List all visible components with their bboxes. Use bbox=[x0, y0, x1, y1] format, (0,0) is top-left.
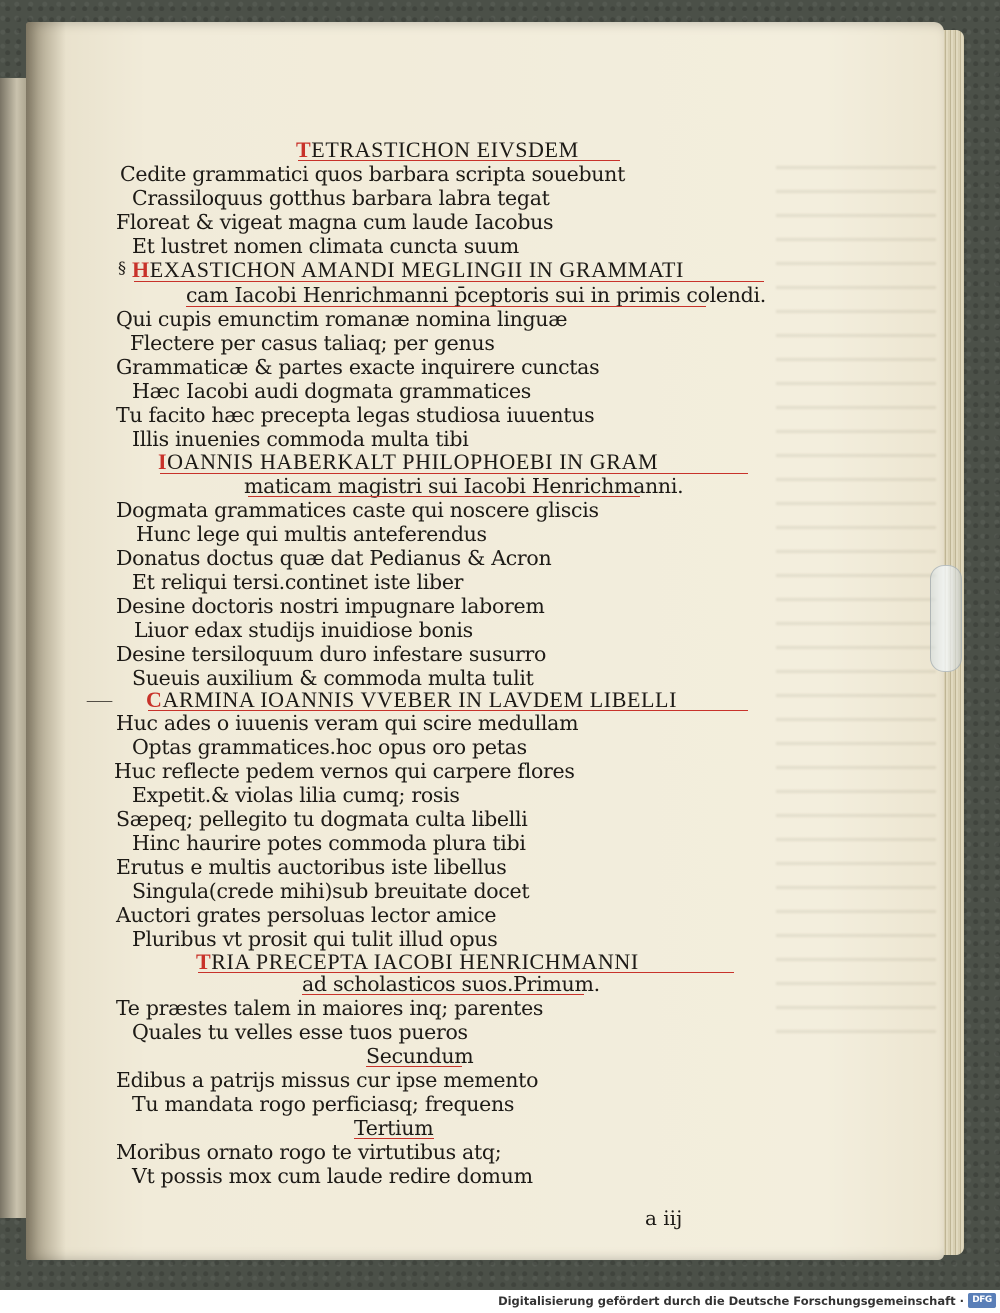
subheading-rule bbox=[302, 994, 584, 995]
subheading: ad scholasticos suos.Primum. bbox=[302, 972, 600, 996]
verse-line: Et reliqui tersi.continet iste liber bbox=[132, 570, 464, 594]
verse-line: Tu facito hæc precepta legas studiosa iuuentus bbox=[116, 403, 595, 427]
digitization-footer bbox=[0, 1290, 1000, 1313]
verse-line: Donatus doctus quæ dat Pedianus & Acron bbox=[116, 546, 552, 570]
verse-line: Singula(crede mihi)sub breuitate docet bbox=[132, 879, 530, 903]
subheading-rule bbox=[366, 1066, 462, 1067]
verse-line: Hunc lege qui multis anteferendus bbox=[136, 522, 487, 546]
heading-rule bbox=[134, 281, 764, 282]
verse-line: Hinc haurire potes commoda plura tibi bbox=[132, 831, 526, 855]
subheading: cam Iacobi Henrichmanni p̄ceptoris sui in primis colendi. bbox=[186, 283, 766, 307]
verse-line: Hæc Iacobi audi dogmata grammatices bbox=[132, 379, 531, 403]
verse-line: Auctori grates persoluas lector amice bbox=[116, 903, 497, 927]
footer-credit: Digitalisierung gefördert durch die Deutsche Forschungsgemeinschaft · bbox=[498, 1294, 964, 1308]
heading-tria-precepta: TRIA PRECEPTA IACOBI HENRICHMANNI bbox=[196, 949, 639, 974]
verse-line: Te præstes talem in maiores inq; parentes bbox=[116, 996, 544, 1020]
verse-line: Erutus e multis auctoribus iste libellus bbox=[116, 855, 507, 879]
heading-hexastichon: HEXASTICHON AMANDI MEGLINGII IN GRAMMATI bbox=[132, 257, 684, 282]
verse-line: Grammaticæ & partes exacte inquirere cunctas bbox=[116, 355, 600, 379]
subheading: maticam magistri sui Iacobi Henrichmanni. bbox=[244, 474, 684, 498]
subheading-rule bbox=[354, 1138, 434, 1139]
verse-line: Qui cupis emunctim romanæ nomina linguæ bbox=[116, 307, 568, 331]
verse-line: Tu mandata rogo perficiasq; frequens bbox=[132, 1092, 515, 1116]
verse-line: Cedite grammatici quos barbara scripta souebunt bbox=[120, 162, 626, 186]
verse-line: Et lustret nomen climata cuncta suum bbox=[132, 234, 519, 258]
heading-rule bbox=[298, 160, 620, 161]
margin-mark: § bbox=[118, 258, 126, 277]
verse-line: Huc reflecte pedem vernos qui carpere flores bbox=[114, 759, 575, 783]
verse-line: Expetit.& violas lilia cumq; rosis bbox=[132, 783, 460, 807]
verse-line: Flectere per casus taliaq; per genus bbox=[130, 331, 495, 355]
dfg-logo: DFG bbox=[968, 1293, 996, 1308]
verse-line: Dogmata grammatices caste qui noscere gliscis bbox=[116, 498, 599, 522]
verse-line: Vt possis mox cum laude redire domum bbox=[132, 1164, 533, 1188]
verse-line: Moribus ornato rogo te virtutibus atq; bbox=[116, 1140, 502, 1164]
verse-line: Illis inuenies commoda multa tibi bbox=[132, 427, 469, 451]
verse-line: Quales tu velles esse tuos pueros bbox=[132, 1020, 468, 1044]
heading-haberkalt: IOANNIS HABERKALT PHILOPHOEBI IN GRAM bbox=[158, 449, 659, 474]
verse-line: Optas grammatices.hoc opus oro petas bbox=[132, 735, 527, 759]
verse-line: Pluribus vt prosit qui tulit illud opus bbox=[132, 927, 498, 951]
margin-mark: ⸺ bbox=[86, 691, 114, 710]
subheading-rule bbox=[248, 496, 640, 497]
subheading-secundum: Secundum bbox=[366, 1044, 474, 1068]
heading-carmina: CARMINA IOANNIS VVEBER IN LAVDEM LIBELLI bbox=[146, 687, 678, 712]
verse-line: Huc ades o iuuenis veram qui scire medullam bbox=[116, 711, 579, 735]
heading-tetrastichon: TETRASTICHON EIVSDEM bbox=[296, 137, 579, 162]
verse-line: Sueuis auxilium & commoda multa tulit bbox=[132, 666, 534, 690]
verse-line: Liuor edax studijs inuidiose bonis bbox=[134, 618, 473, 642]
verse-line: Desine doctoris nostri impugnare laborem bbox=[116, 594, 545, 618]
verse-line: Floreat & vigeat magna cum laude Iacobus bbox=[116, 210, 554, 234]
verse-line: Edibus a patrijs missus cur ipse memento bbox=[116, 1068, 539, 1092]
signature-mark: a iij bbox=[645, 1206, 683, 1230]
verse-line: Crassiloquus gotthus barbara labra tegat bbox=[132, 186, 550, 210]
verse-line: Desine tersiloquum duro infestare susurro bbox=[116, 642, 547, 666]
subheading-tertium: Tertium bbox=[354, 1116, 434, 1140]
verse-line: Sæpeq; pellegito tu dogmata culta libelli bbox=[116, 807, 528, 831]
